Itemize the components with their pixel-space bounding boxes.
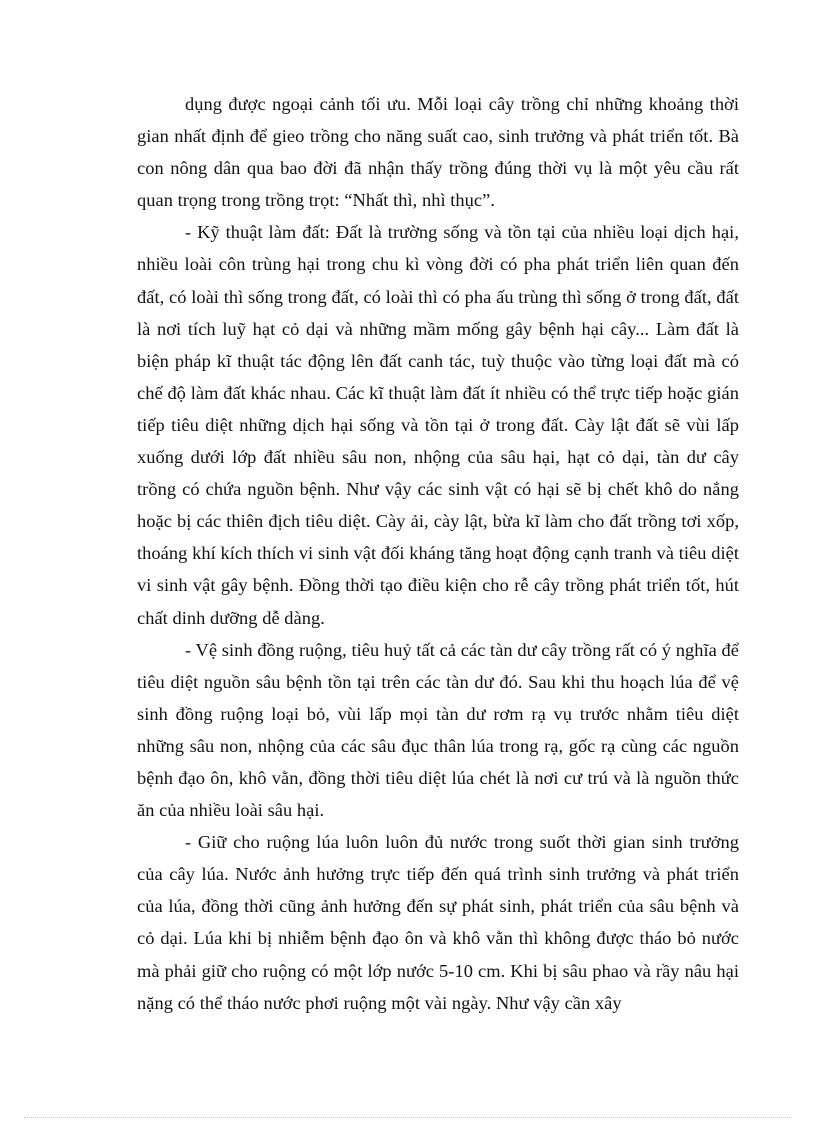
paragraph-planting-season: dụng được ngoại cảnh tối ưu. Mỗi loại cây trồng chỉ những khoảng thời gian nhất định để gieo trồng cho năng suất cao, sinh trưởng và phát triển tốt. Bà con nông dân qua bao đời đã nhận thấy trồng đúng thời vụ là một yêu cầu rất quan trọng trong trồng trọt: “Nhất thì, nhì thục”. (137, 94, 739, 211)
paragraph-field-sanitation: - Vệ sinh đồng ruộng, tiêu huỷ tất cả các tàn dư cây trồng rất có ý nghĩa để tiêu diệt nguồn sâu bệnh tồn tại trên các tàn dư đó. Sau khi thu hoạch lúa để vệ sinh đồng ruộng loại bỏ, vùi lấp mọi tàn dư rơm rạ vụ trước nhằm tiêu diệt những sâu non, nhộng của các sâu đục thân lúa trong rạ, gốc rạ cùng các nguồn bệnh đạo ôn, khô vằn, đồng thời tiêu diệt lúa chét là nơi cư trú và là nguồn thức ăn của nhiều loài sâu hại. (137, 639, 739, 821)
body-text (137, 88, 739, 1019)
paragraph-soil-preparation: - Kỹ thuật làm đất: Đất là trường sống và tồn tại của nhiều loại dịch hại, nhiều loài côn trùng hại trong chu kì vòng đời có pha phát triển liên quan đến đất, có loài thì sống trong đất, có loài thì có pha ấu trùng thì sống ở trong đất, đất là nơi tích luỹ hạt cỏ dại và những mầm mống gây bệnh hại cây... Làm đất là biện pháp kĩ thuật tác động lên đất canh tác, tuỳ thuộc vào từng loại đất mà có chế độ làm đất khác nhau. Các kĩ thuật làm đất ít nhiều có thể trực tiếp hoặc gián tiếp tiêu diệt những dịch hại sống và tồn tại ở trong đất. Cày lật đất sẽ vùi lấp xuống dưới lớp đất nhiều sâu non, nhộng của sâu hại, hạt cỏ dại, tàn dư cây trồng có chứa nguồn bệnh. Như vậy các sinh vật có hại sẽ bị chết khô do nắng hoặc bị các thiên địch tiêu diệt. Cày ải, cày lật, bừa kĩ làm cho đất trồng tơi xốp, thoáng khí kích thích vi sinh vật đối kháng tăng hoạt động cạnh tranh và tiêu diệt vi sinh vật gây bệnh. Đồng thời tạo điều kiện cho rễ cây trồng phát triển tốt, hút chất dinh dưỡng dễ dàng. (137, 222, 739, 628)
paragraph-water-management: - Giữ cho ruộng lúa luôn luôn đủ nước trong suốt thời gian sinh trưởng của cây lúa. Nước ảnh hưởng trực tiếp đến quá trình sinh trưởng và phát triển của lúa, đồng thời cũng ảnh hưởng đến sự phát sinh, phát triển của sâu bệnh và cỏ dại. Lúa khi bị nhiễm bệnh đạo ôn và khô vằn thì không được tháo bỏ nước mà phải giữ cho ruộng có một lớp nước 5-10 cm. Khi bị sâu phao và rầy nâu hại nặng có thể tháo nước phơi ruộng một vài ngày. Như vậy cần xây (137, 832, 739, 1013)
page-bottom-dotted-line (24, 1117, 792, 1118)
